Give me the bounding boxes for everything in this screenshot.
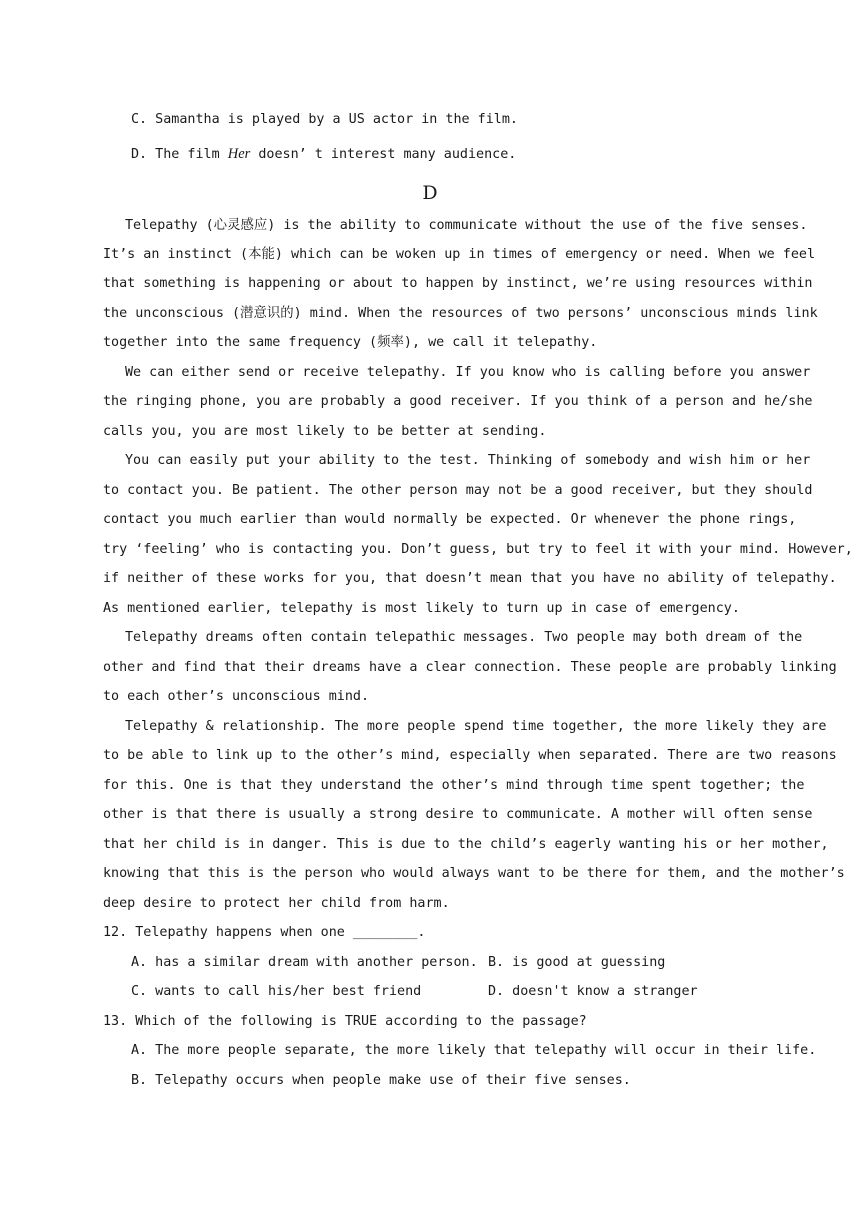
passage-line: contact you much earlier than would normally be expected. Or whenever the phone rings,: [103, 512, 797, 527]
film-title: Her: [227, 146, 251, 162]
option-d-suffix: doesn’ t interest many audience.: [250, 147, 517, 162]
question-stem: 13. Which of the following is TRUE according to the passage?: [103, 1014, 587, 1029]
answer-option-b: B. Telepathy occurs when people make use of their five senses.: [131, 1073, 631, 1088]
passage-line: You can easily put your ability to the test. Thinking of somebody and wish him or her: [125, 453, 811, 468]
passage-line: Telepathy & relationship. The more people spend time together, the more likely they are: [125, 719, 827, 734]
passage-line: deep desire to protect her child from harm.: [103, 896, 450, 911]
passage-line: We can either send or receive telepathy. If you know who is calling before you answer: [125, 365, 811, 380]
passage-line: together into the same frequency (频率), we call it telepathy.: [103, 335, 598, 350]
passage-line: try ‘feeling’ who is contacting you. Don’t guess, but try to feel it with your mind. However,: [103, 542, 853, 557]
passage-line: if neither of these works for you, that doesn’t mean that you have no ability of telepathy.: [103, 571, 837, 586]
passage-line: to each other’s unconscious mind.: [103, 689, 370, 704]
answer-option-c: C. wants to call his/her best friend: [131, 984, 422, 999]
passage-line: the unconscious (潜意识的) mind. When the resources of two persons’ unconscious minds link: [103, 306, 818, 321]
passage-line: to contact you. Be patient. The other person may not be a good receiver, but they should: [103, 483, 813, 498]
passage-line: It’s an instinct (本能) which can be woken up in times of emergency or need. When we feel: [103, 247, 816, 262]
answer-option-b: B. is good at guessing: [488, 955, 666, 970]
passage-line: that something is happening or about to happen by instinct, we’re using resources within: [103, 276, 813, 291]
passage-line: other is that there is usually a strong desire to communicate. A mother will often sense: [103, 807, 813, 822]
passage-line: other and find that their dreams have a clear connection. These people are probably linking: [103, 660, 837, 675]
passage-line: knowing that this is the person who would always want to be there for them, and the mother’s: [103, 866, 845, 881]
option-d-prefix: D. The film: [131, 147, 228, 162]
section-heading: D: [422, 182, 438, 204]
passage-line: calls you, you are most likely to be better at sending.: [103, 424, 547, 439]
passage-line: to be able to link up to the other’s mind, especially when separated. There are two reasons: [103, 748, 837, 763]
answer-option-a: A. The more people separate, the more likely that telepathy will occur in their life.: [131, 1043, 817, 1058]
answer-option-d: D. doesn't know a stranger: [488, 984, 698, 999]
answer-option-a: A. has a similar dream with another person.: [131, 955, 478, 970]
question-stem: 12. Telepathy happens when one ________.: [103, 925, 426, 940]
passage-line: Telepathy (心灵感应) is the ability to communicate without the use of the five senses.: [125, 218, 808, 233]
passage-line: As mentioned earlier, telepathy is most likely to turn up in case of emergency.: [103, 601, 740, 616]
passage-line: that her child is in danger. This is due to the child’s eagerly wanting his or her mother,: [103, 837, 829, 852]
passage-line: for this. One is that they understand the other’s mind through time spent together; the: [103, 778, 805, 793]
option-d: [131, 144, 787, 165]
option-c: C. Samantha is played by a US actor in the film.: [131, 112, 518, 127]
passage-line: the ringing phone, you are probably a good receiver. If you think of a person and he/she: [103, 394, 813, 409]
passage-line: Telepathy dreams often contain telepathic messages. Two people may both dream of the: [125, 630, 803, 645]
